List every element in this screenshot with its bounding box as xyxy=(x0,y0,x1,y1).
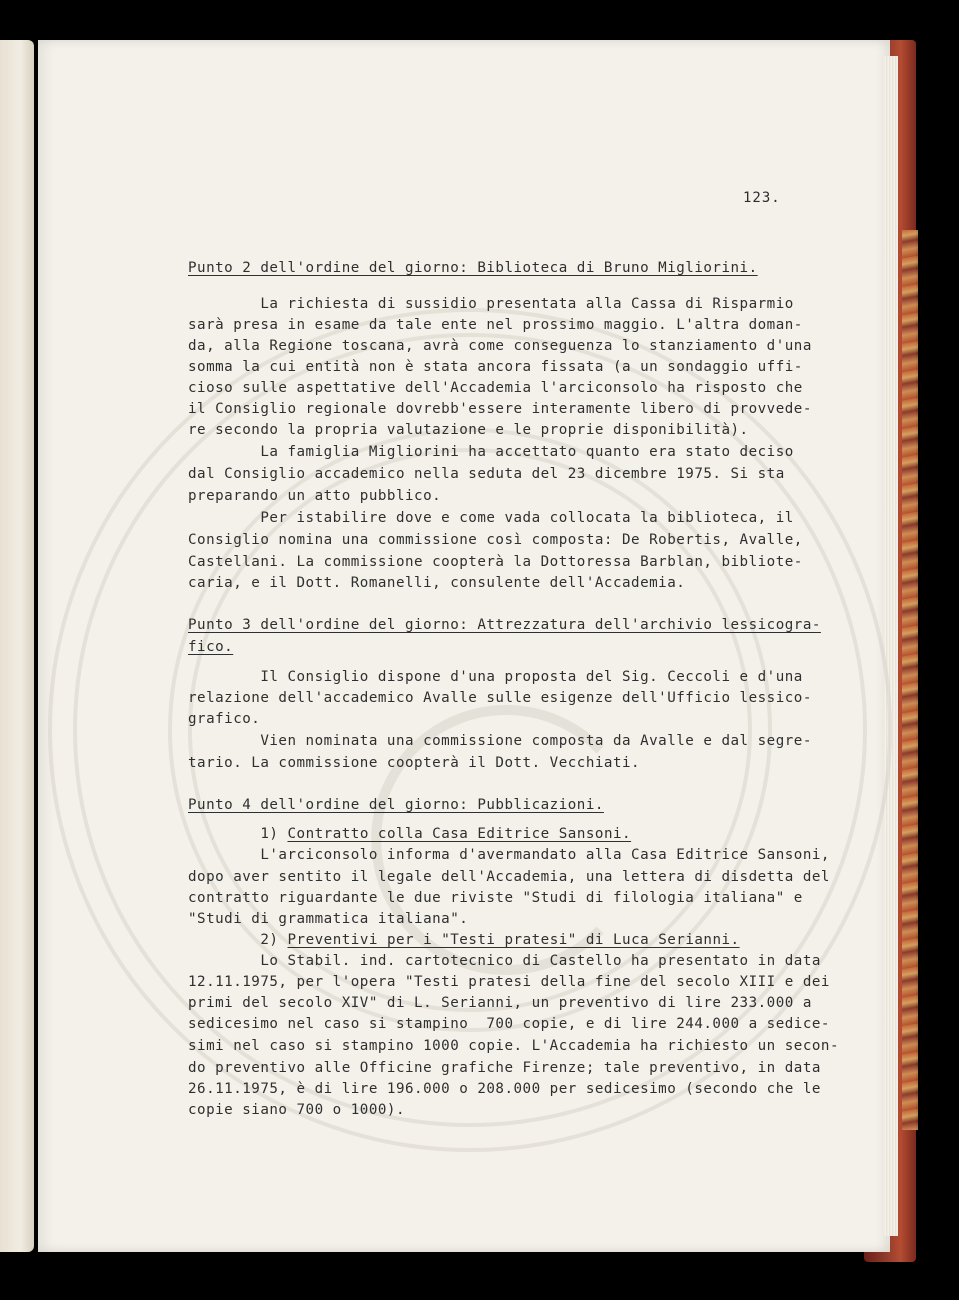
text-line: 26.11.1975, è di lire 196.000 o 208.000 per sedicesimo (secondo che le xyxy=(188,1081,821,1097)
text-line: copie siano 700 o 1000). xyxy=(188,1102,405,1118)
list-item-number: 1) xyxy=(260,826,279,842)
text-line: da, alla Regione toscana, avrà come conseguenza lo stanziamento d'una xyxy=(188,338,812,354)
text-line: Per istabilire dove e come vada collocata la biblioteca, il xyxy=(188,510,794,526)
page-stack-edge xyxy=(884,56,898,1236)
text-line: simi nel caso si stampino 1000 copie. L'Accademia ha richiesto un secon- xyxy=(188,1038,839,1054)
text-line: cioso sulle aspettative dell'Accademia l'arciconsolo ha risposto che xyxy=(188,380,803,396)
text-line: somma la cui entità non è stata ancora fissata (a un sondaggio uffi- xyxy=(188,359,803,375)
text-line: relazione dell'accademico Avalle sulle esigenze dell'Ufficio lessico- xyxy=(188,690,812,706)
text-line: tario. La commissione coopterà il Dott. Vecchiati. xyxy=(188,755,641,771)
text-line: dopo aver sentito il legale dell'Accademia, una lettera di disdetta del xyxy=(188,869,830,885)
list-item-title: Contratto colla Casa Editrice Sansoni. xyxy=(287,826,632,842)
text-line: 12.11.1975, per l'opera "Testi pratesi della fine del secolo XIII e dei xyxy=(188,974,830,990)
list-item-number: 2) xyxy=(260,932,279,948)
text-line: il Consiglio regionale dovrebb'essere interamente libero di provvede- xyxy=(188,401,812,417)
section-heading-punto-4: Punto 4 dell'ordine del giorno: Pubblicazioni. xyxy=(188,797,604,813)
marbled-edge xyxy=(902,230,918,1130)
list-item-heading xyxy=(188,824,631,844)
section-heading-punto-2: Punto 2 dell'ordine del giorno: Biblioteca di Bruno Migliorini. xyxy=(188,260,758,276)
list-item-title: Preventivi per i "Testi pratesi" di Luca Serianni. xyxy=(287,932,740,948)
text-line: grafico. xyxy=(188,711,261,727)
text-line: sarà presa in esame da tale ente nel prossimo maggio. L'altra doman- xyxy=(188,317,803,333)
text-line: "Studi di grammatica italiana". xyxy=(188,911,469,927)
text-line: contratto riguardante le due riviste "Studi di filologia italiana" e xyxy=(188,890,803,906)
text-line: do preventivo alle Officine grafiche Firenze; tale preventivo, in data xyxy=(188,1060,821,1076)
text-line: dal Consiglio accademico nella seduta del 23 dicembre 1975. Si sta xyxy=(188,466,785,482)
text-line: Consiglio nomina una commissione così composta: De Robertis, Avalle, xyxy=(188,532,803,548)
text-line: La richiesta di sussidio presentata alla Cassa di Risparmio xyxy=(188,296,794,312)
text-line: preparando un atto pubblico. xyxy=(188,488,442,504)
text-line: caria, e il Dott. Romanelli, consulente dell'Accademia. xyxy=(188,575,686,591)
section-heading-punto-3: Punto 3 dell'ordine del giorno: Attrezzatura dell'archivio lessicogra- xyxy=(188,617,821,633)
text-line: L'arciconsolo informa d'avermandato alla Casa Editrice Sansoni, xyxy=(188,847,830,863)
list-item-heading xyxy=(188,930,740,950)
text-line: La famiglia Migliorini ha accettato quanto era stato deciso xyxy=(188,444,794,460)
text-line: primi del secolo XIV" di L. Serianni, un preventivo di lire 233.000 a xyxy=(188,995,812,1011)
text-line: Vien nominata una commissione composta da Avalle e dal segre- xyxy=(188,733,812,749)
facing-page-edge xyxy=(0,40,34,1252)
text-line: re secondo la propria valutazione e le proprie disponibilità). xyxy=(188,422,749,438)
text-line: Il Consiglio dispone d'una proposta del Sig. Ceccoli e d'una xyxy=(188,669,803,685)
section-heading-punto-3-continued: fico. xyxy=(188,639,234,655)
page-number: 123. xyxy=(743,190,781,206)
text-line: Castellani. La commissione coopterà la Dottoressa Barblan, bibliote- xyxy=(188,554,803,570)
text-line: sedicesimo nel caso si stampino 700 copie, e di lire 244.000 a sedice- xyxy=(188,1016,830,1032)
text-line: Lo Stabil. ind. cartotecnico di Castello ha presentato in data xyxy=(188,953,821,969)
